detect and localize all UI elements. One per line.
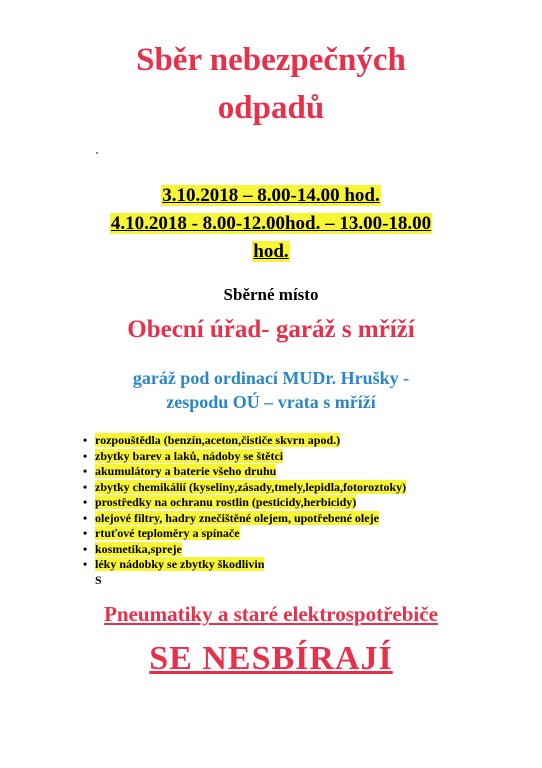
date-line-1-text: 3.10.2018 – 8.00-14.00 hod.: [162, 185, 380, 206]
list-item-text: zbytky chemikálií (kyseliny,zásady,tmely,lepidla,fotoroztoky): [95, 479, 407, 494]
notice-line-2: SE NESBÍRAJÍ: [149, 640, 393, 677]
list-item: [81, 557, 406, 573]
list-item: [81, 542, 406, 558]
date-line-1: [0, 185, 542, 207]
location-line-1: garáž pod ordinací MUDr. Hrušky -: [132, 368, 410, 388]
list-item: [81, 495, 406, 511]
list-item-text: olejové filtry, hadry znečištěné olejem, upotřebené oleje: [95, 510, 379, 525]
waste-items-list: [81, 433, 406, 588]
date-line-3-text: hod.: [253, 241, 289, 262]
list-item: [81, 449, 406, 465]
collection-point-name: Obecní úřad- garáž s mříží: [127, 316, 415, 343]
collection-point-label: Sběrné místo: [223, 285, 319, 304]
list-item: [81, 526, 406, 542]
list-item-trailing-text: S: [95, 572, 102, 587]
list-item-text: akumulátory a baterie všeho druhu: [95, 464, 277, 478]
title-line-2: odpadů: [217, 90, 325, 126]
list-item-text: prostředky na ochranu rostlin (pesticidy,herbicidy): [95, 495, 357, 509]
list-item-text: zbytky barev a laků, nádoby se štětci: [95, 448, 284, 463]
list-item: [81, 511, 406, 527]
title-line-1: Sběr nebezpečných: [136, 42, 406, 78]
list-item: [81, 464, 406, 480]
date-line-3: [0, 241, 542, 263]
list-item-text: léky nádobky se zbytky škodlivin: [95, 557, 265, 571]
list-item-trailing: [81, 573, 406, 589]
list-item-text: kosmetika,spreje: [95, 541, 182, 556]
scan-speck: [96, 152, 98, 154]
location-line-2: zespodu OÚ – vrata s mříží: [166, 392, 376, 412]
notice-line-1: Pneumatiky a staré elektrospotřebiče: [104, 602, 438, 626]
date-line-2: [0, 213, 542, 235]
list-item-text: rozpouštědla (benzín,aceton,čističe skvrn apod.): [95, 433, 341, 447]
list-item: [81, 480, 406, 496]
date-line-2-text: 4.10.2018 - 8.00-12.00hod. – 13.00-18.00: [110, 213, 432, 234]
list-item: [81, 433, 406, 449]
list-item-text: rtuťové teploměry a spínače: [95, 526, 240, 540]
